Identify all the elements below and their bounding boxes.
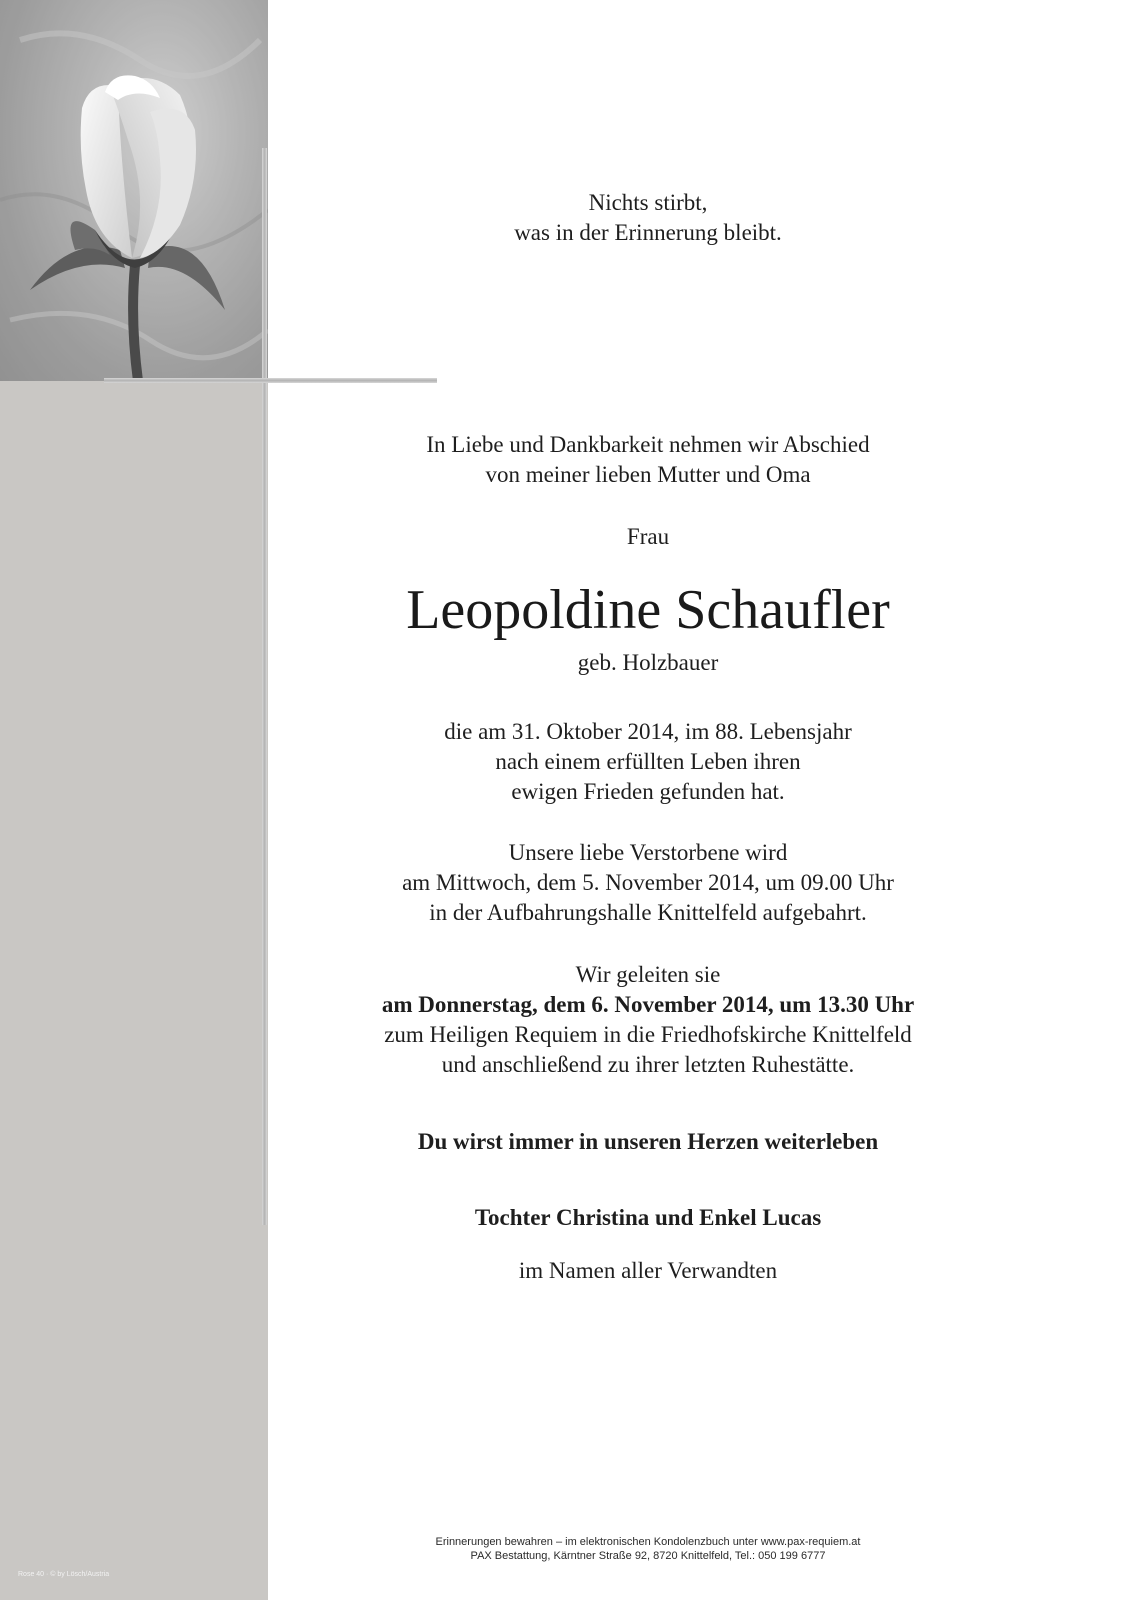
mourners-names: Tochter Christina und Enkel Lucas	[474, 1205, 822, 1230]
mourners-relatives	[268, 1256, 1028, 1286]
viewing-notice	[268, 838, 1028, 928]
salutation-text: Frau	[626, 524, 670, 549]
funeral-line: Wir geleiten sie	[575, 962, 721, 987]
death-notice-line: ewigen Frieden gefunden hat.	[511, 779, 785, 804]
closing-text: Du wirst immer in unseren Herzen weiterleben	[417, 1129, 879, 1154]
grey-side-band	[0, 381, 268, 1600]
death-notice-line: nach einem erfüllten Leben ihren	[495, 749, 801, 774]
funeral-line: und anschließend zu ihrer letzten Ruhestätte.	[441, 1052, 855, 1077]
viewing-line: in der Aufbahrungshalle Knittelfeld aufgebahrt.	[429, 900, 867, 925]
funeral-date-line: am Donnerstag, dem 6. November 2014, um 13.30 Uhr	[381, 992, 915, 1017]
mourners-relatives-text: im Namen aller Verwandten	[518, 1258, 778, 1283]
funeral-notice	[268, 960, 1028, 1080]
viewing-line: Unsere liebe Verstorbene wird	[508, 840, 788, 865]
motto-line: Nichts stirbt,	[588, 190, 708, 215]
closing-line	[268, 1127, 1028, 1157]
motto	[268, 188, 1028, 248]
intro-line: In Liebe und Dankbarkeit nehmen wir Abschied	[426, 432, 870, 457]
vertical-divider-line	[262, 148, 267, 1225]
death-notice	[268, 717, 1028, 807]
image-credit: Rose 40 · © by Lösch/Austria	[18, 1571, 110, 1578]
footer	[268, 1535, 1028, 1563]
mourners	[268, 1203, 1028, 1233]
funeral-line: zum Heiligen Requiem in die Friedhofskirche Knittelfeld	[384, 1022, 912, 1047]
decorative-sidebar	[0, 0, 268, 1600]
rose-photo	[0, 0, 268, 381]
footer-condolence-line: Erinnerungen bewahren – im elektronischen Kondolenzbuch unter www.pax-requiem.at	[435, 1536, 861, 1548]
deceased-name-block	[268, 578, 1028, 642]
deceased-name: Leopoldine Schaufler	[406, 579, 890, 641]
intro-line: von meiner lieben Mutter und Oma	[485, 462, 811, 487]
viewing-line: am Mittwoch, dem 5. November 2014, um 09.00 Uhr	[402, 870, 894, 895]
motto-line: was in der Erinnerung bleibt.	[514, 220, 782, 245]
intro	[268, 430, 1028, 490]
maiden-name-block	[268, 648, 1028, 678]
death-notice-line: die am 31. Oktober 2014, im 88. Lebensjahr	[444, 719, 852, 744]
obituary-content	[268, 0, 1132, 1600]
footer-address-line: PAX Bestattung, Kärntner Straße 92, 8720 Knittelfeld, Tel.: 050 199 6777	[470, 1550, 826, 1562]
salutation	[268, 522, 1028, 552]
maiden-name: geb. Holzbauer	[577, 650, 719, 675]
